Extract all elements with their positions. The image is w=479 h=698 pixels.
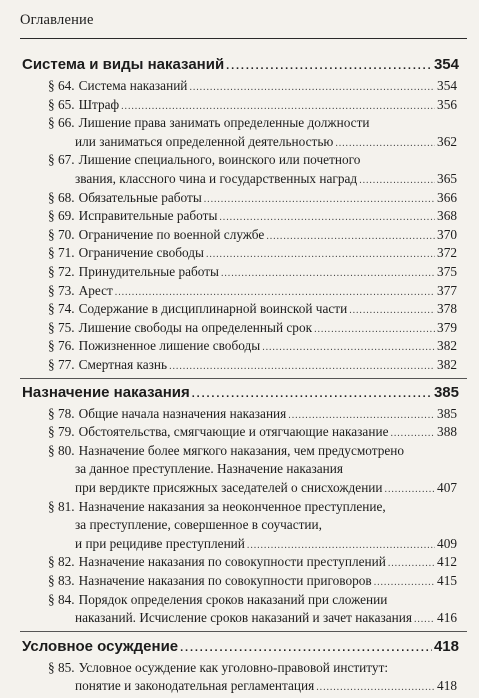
entry-number: § 70. [48, 226, 75, 242]
entry-page-number: 385 [437, 405, 457, 421]
entry-title: Штраф [78, 96, 120, 112]
section-page-number: 354 [433, 56, 459, 73]
entry-number: § 69. [48, 208, 75, 224]
entry-title: Условное осуждение как уголовно-правовой институт: [78, 659, 389, 675]
entry-title: Обстоятельства, смягчающие и отягчающие наказание [78, 424, 389, 440]
entry-title-continuation: за преступление, совершенное в соучастии, [75, 517, 322, 533]
dot-leader [221, 264, 435, 280]
entry-number: § 68. [48, 189, 75, 205]
toc-entry[interactable] [48, 443, 457, 459]
toc-entry[interactable] [48, 406, 457, 422]
dot-leader [374, 573, 435, 589]
toc-entry[interactable] [48, 152, 457, 168]
entry-number: § 85. [48, 659, 75, 675]
entry-page-number: 415 [437, 573, 457, 588]
entry-page-number: 409 [437, 535, 457, 551]
entry-title-continuation: понятие и законодательная регламентация [75, 678, 315, 694]
entry-title-continuation: или заниматься определенной деятельностью [75, 133, 334, 149]
dot-leader [414, 610, 435, 626]
dot-leader [219, 208, 435, 224]
entry-page-number: 356 [437, 96, 457, 112]
entry-title-continuation: при вердикте присяжных заседателей о снисхождении [75, 480, 383, 495]
toc-entry[interactable] [48, 573, 457, 589]
entry-title: Назначение наказания по совокупности приговоров [78, 573, 372, 588]
toc-entry[interactable] [48, 78, 457, 94]
entry-title-continuation-row [75, 171, 457, 187]
dot-leader [359, 171, 435, 187]
entry-number: § 67. [48, 152, 75, 168]
dot-leader [335, 134, 435, 150]
entry-title-continuation-row [75, 536, 457, 552]
dot-leader [204, 190, 435, 206]
entry-title: Лишение специального, воинского или почетного [78, 152, 361, 168]
dot-leader [349, 301, 435, 317]
entry-page-number: 375 [437, 264, 457, 279]
page-header-title: Оглавление [20, 12, 94, 28]
toc-entry[interactable] [48, 554, 457, 570]
entry-title: Назначение наказания по совокупности преступлений [78, 554, 386, 570]
entry-page-number: 368 [437, 208, 457, 224]
entry-number: § 81. [48, 498, 75, 514]
entry-page-number: 365 [437, 171, 457, 186]
entry-title-continuation: наказаний. Исчисление сроков наказаний и зачет наказания [75, 610, 412, 626]
entry-page-number: 407 [437, 480, 457, 495]
entry-page-number: 416 [437, 610, 457, 626]
entry-title-continuation: звания, классного чина и государственных наград [75, 171, 358, 186]
dot-leader [316, 678, 435, 694]
section-heading[interactable] [22, 384, 459, 401]
entry-page-number: 366 [437, 189, 457, 205]
section-page-number: 385 [433, 383, 459, 401]
entry-number: § 83. [48, 573, 75, 588]
entry-title: Содержание в дисциплинарной воинской части [78, 301, 348, 317]
entry-title: Назначение более мягкого наказания, чем предусмотрено [78, 442, 405, 458]
entry-title-continuation-row [75, 610, 457, 626]
entry-number: § 73. [48, 282, 75, 298]
entry-title: Арест [78, 282, 113, 298]
toc-entry[interactable] [48, 97, 457, 113]
toc-entry[interactable] [48, 115, 457, 131]
dot-leader [189, 78, 435, 94]
toc-entry[interactable] [48, 424, 457, 440]
toc-entry[interactable] [48, 320, 457, 336]
entry-number: § 64. [48, 78, 75, 93]
dot-leader [121, 97, 435, 113]
section-heading[interactable] [22, 638, 459, 655]
section-page-number: 418 [433, 637, 459, 655]
entry-title-continuation-row [75, 678, 457, 694]
header-divider [20, 38, 467, 39]
toc-entry[interactable] [48, 245, 457, 261]
toc-entry[interactable] [48, 357, 457, 373]
section-heading[interactable] [22, 56, 459, 73]
entry-page-number: 388 [437, 424, 457, 440]
entry-number: § 66. [48, 115, 75, 131]
entry-title: Лишение свободы на определенный срок [78, 319, 313, 335]
entry-page-number: 378 [437, 301, 457, 317]
section-divider [20, 631, 467, 632]
dot-leader [388, 554, 435, 570]
toc-entry[interactable] [48, 660, 457, 676]
entry-number: § 65. [48, 96, 75, 112]
toc-entry[interactable] [48, 301, 457, 317]
entry-page-number: 382 [437, 338, 457, 354]
entry-page-number: 382 [437, 357, 457, 372]
entry-title-continuation: и при рецидиве преступлений [75, 535, 245, 551]
entry-page-number: 370 [437, 226, 457, 242]
section-title: Система и виды наказаний [22, 56, 225, 73]
entry-page-number: 362 [437, 133, 457, 149]
entry-title: Система наказаний [78, 78, 188, 93]
dot-leader [180, 638, 432, 655]
dot-leader [390, 424, 435, 440]
entry-number: § 84. [48, 591, 75, 607]
entry-number: § 76. [48, 338, 75, 354]
entry-title-continuation-row [75, 480, 457, 496]
toc-entry[interactable] [48, 190, 457, 206]
toc-entry[interactable] [48, 227, 457, 243]
toc-entry[interactable] [48, 264, 457, 280]
dot-leader [266, 227, 435, 243]
entry-title: Ограничение свободы [78, 245, 204, 261]
entry-page-number: 354 [437, 78, 457, 93]
dot-leader [288, 406, 435, 422]
toc-entry[interactable] [48, 208, 457, 224]
entry-title: Ограничение по военной службе [78, 226, 265, 242]
entry-number: § 79. [48, 424, 75, 440]
entry-title: Смертная казнь [78, 357, 168, 372]
toc-entry[interactable] [48, 283, 457, 299]
entry-title-continuation-row [75, 134, 457, 150]
section-title: Условное осуждение [22, 637, 179, 655]
toc-entry[interactable] [48, 338, 457, 354]
dot-leader [115, 283, 435, 299]
entry-title: Исправительные работы [78, 208, 218, 224]
entry-number: § 75. [48, 319, 75, 335]
section-divider [20, 378, 467, 379]
entry-number: § 78. [48, 405, 75, 421]
toc-entry[interactable] [48, 592, 457, 608]
entry-page-number: 372 [437, 245, 457, 261]
entry-title: Обязательные работы [78, 189, 202, 205]
dot-leader [247, 536, 435, 552]
dot-leader [192, 384, 432, 401]
entry-number: § 71. [48, 245, 75, 261]
entry-page-number: 418 [437, 678, 457, 694]
dot-leader [206, 245, 435, 261]
entry-title: Принудительные работы [78, 264, 219, 279]
entry-number: § 72. [48, 264, 75, 279]
dot-leader [262, 338, 435, 354]
dot-leader [226, 56, 432, 73]
toc-entry[interactable] [48, 499, 457, 515]
entry-title: Пожизненное лишение свободы [78, 338, 261, 354]
entry-number: § 74. [48, 301, 75, 317]
entry-title-continuation: за данное преступление. Назначение наказания [75, 461, 344, 477]
section-title: Назначение наказания [22, 383, 190, 401]
dot-leader [385, 480, 436, 496]
entry-title: Порядок определения сроков наказаний при сложении [78, 591, 388, 607]
entry-page-number: 412 [437, 554, 457, 570]
entry-number: § 77. [48, 357, 75, 372]
dot-leader [169, 357, 435, 373]
entry-number: § 80. [48, 442, 75, 458]
entry-page-number: 377 [437, 282, 457, 298]
entry-title: Лишение права занимать определенные должности [78, 115, 370, 131]
entry-title: Общие начала назначения наказания [78, 405, 287, 421]
entry-number: § 82. [48, 554, 75, 570]
dot-leader [314, 320, 435, 336]
entry-title: Назначение наказания за неоконченное преступление, [78, 498, 386, 514]
entry-page-number: 379 [437, 319, 457, 335]
